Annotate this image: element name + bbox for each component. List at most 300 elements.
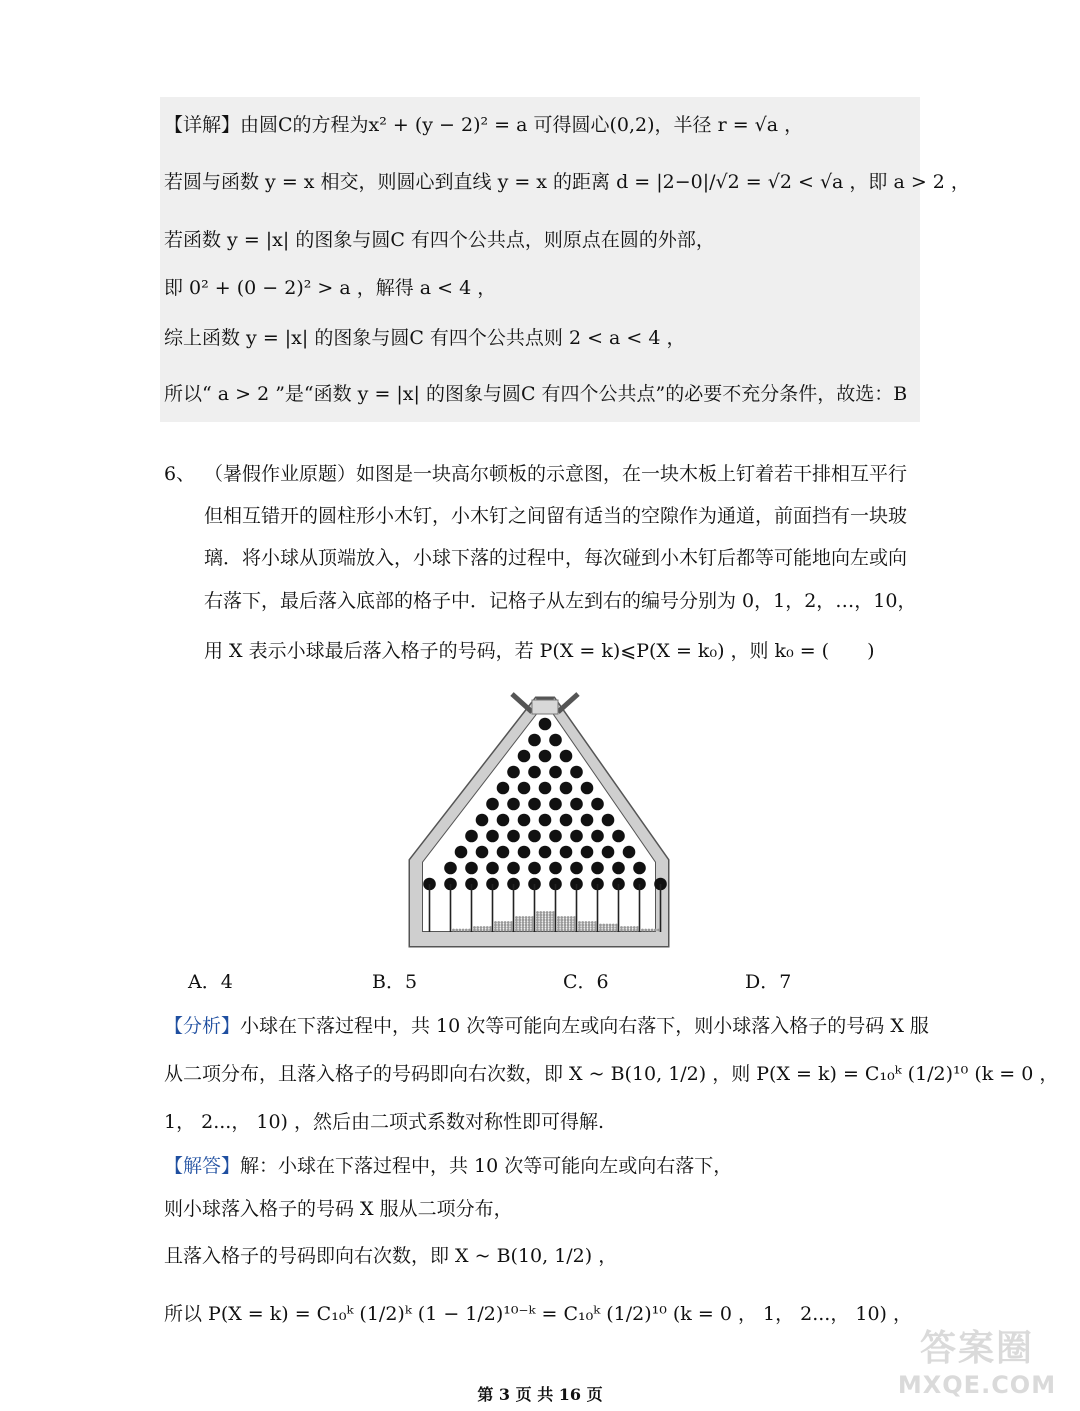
ball <box>549 919 552 922</box>
peg <box>539 782 552 795</box>
ball <box>518 919 521 922</box>
ball <box>504 929 507 932</box>
ball <box>489 929 492 932</box>
ball <box>543 929 546 932</box>
ball <box>549 914 552 917</box>
ball <box>489 926 492 929</box>
peg <box>539 814 552 827</box>
ball <box>599 926 602 929</box>
solution-line-6: 所以“ a > 2 ”是“函数 y = |x| 的图象与圆C 有四个公共点”的必要不充分条件，故选：B <box>164 383 908 405</box>
peg <box>591 862 604 875</box>
ball <box>504 921 507 924</box>
ball <box>546 914 549 917</box>
ball <box>452 929 455 932</box>
question-line-5: 用 X 表示小球最后落入格子的号码，若 P(X = k)⩽P(X = k₀) ，则 k₀ = ( ) <box>204 640 875 662</box>
ball <box>525 916 528 919</box>
ball <box>549 926 552 929</box>
peg <box>518 782 531 795</box>
ball <box>510 929 513 932</box>
ball <box>531 919 534 922</box>
answer-tag: 【解答】 <box>164 1155 241 1177</box>
ball <box>567 919 570 922</box>
peg <box>549 734 562 747</box>
peg <box>549 830 562 843</box>
ball <box>507 924 510 927</box>
question-line-4: 右落下，最后落入底部的格子中．记格子从左到右的编号分别为 0，1，2，…，10， <box>204 590 917 612</box>
solution-detail-box <box>160 97 920 422</box>
watermark-logo-text: 答案圈 <box>919 1328 1034 1369</box>
watermark-url: MXQE.COM <box>897 1371 1057 1399</box>
ball <box>636 929 639 932</box>
ball <box>564 929 567 932</box>
ball <box>564 924 567 927</box>
galton-board-figure <box>408 690 670 948</box>
peg <box>465 862 478 875</box>
ball <box>654 929 657 932</box>
ball <box>525 929 528 932</box>
ball <box>528 921 531 924</box>
ball <box>557 921 560 924</box>
ball <box>557 924 560 927</box>
peg <box>528 798 541 811</box>
ball <box>465 929 468 932</box>
ball <box>536 921 539 924</box>
ball <box>570 926 573 929</box>
ball <box>494 924 497 927</box>
ball <box>501 926 504 929</box>
peg <box>549 766 562 779</box>
peg <box>570 798 583 811</box>
ball <box>536 924 539 927</box>
ball <box>525 919 528 922</box>
peg <box>486 798 499 811</box>
ball <box>531 921 534 924</box>
peg <box>581 846 594 859</box>
ball <box>518 926 521 929</box>
ball <box>501 929 504 932</box>
ball <box>486 926 489 929</box>
ball <box>497 921 500 924</box>
peg <box>581 782 594 795</box>
ball <box>570 921 573 924</box>
ball <box>543 914 546 917</box>
peg <box>528 862 541 875</box>
ball <box>560 919 563 922</box>
ball <box>560 916 563 919</box>
ball <box>591 929 594 932</box>
ball <box>525 924 528 927</box>
ball <box>480 926 483 929</box>
ball <box>609 924 612 927</box>
ball <box>522 916 525 919</box>
ball <box>528 916 531 919</box>
ball <box>564 926 567 929</box>
peg <box>518 846 531 859</box>
ball <box>560 926 563 929</box>
ball <box>515 926 518 929</box>
choice-b: B．5 <box>372 971 418 993</box>
ball <box>507 929 510 932</box>
peg <box>486 862 499 875</box>
ball <box>531 916 534 919</box>
ball <box>462 929 465 932</box>
ball <box>543 911 546 914</box>
ball <box>564 919 567 922</box>
ball <box>549 924 552 927</box>
ball <box>546 926 549 929</box>
ball <box>546 911 549 914</box>
ball <box>557 929 560 932</box>
ball <box>557 919 560 922</box>
ball <box>578 926 581 929</box>
ball <box>641 929 644 932</box>
ball <box>528 929 531 932</box>
site-watermark <box>892 1327 1062 1407</box>
ball <box>581 929 584 932</box>
ball <box>578 929 581 932</box>
choice-d: D．7 <box>745 971 792 993</box>
ball <box>609 926 612 929</box>
ball <box>518 916 521 919</box>
ball <box>567 924 570 927</box>
peg <box>560 814 573 827</box>
ball <box>536 926 539 929</box>
ball <box>473 926 476 929</box>
ball <box>549 921 552 924</box>
solution-line-3: 若函数 y = |x| 的图象与圆C 有四个公共点，则原点在圆的外部， <box>164 229 715 251</box>
ball <box>591 926 594 929</box>
peg <box>518 750 531 763</box>
question-line-3: 璃．将小球从顶端放入，小球下落的过程中，每次碰到小木钉后都等可能地向左或向 <box>204 547 908 569</box>
peg <box>518 814 531 827</box>
question-line-2: 但相互错开的圆柱形小木钉，小木钉之间留有适当的空隙作为通道，前面挡有一块玻 <box>204 505 908 527</box>
ball <box>578 924 581 927</box>
ball <box>657 929 660 932</box>
ball <box>567 921 570 924</box>
ball <box>536 929 539 932</box>
peg <box>612 830 625 843</box>
ball <box>620 929 623 932</box>
ball <box>539 919 542 922</box>
ball <box>507 926 510 929</box>
ball <box>536 914 539 917</box>
peg <box>581 814 594 827</box>
ball <box>564 921 567 924</box>
ball <box>573 926 576 929</box>
ball <box>552 921 555 924</box>
peg <box>497 782 510 795</box>
ball <box>494 929 497 932</box>
analysis-tag: 【分析】 <box>164 1015 241 1037</box>
ball <box>494 921 497 924</box>
ball <box>501 921 504 924</box>
ball <box>630 929 633 932</box>
ball <box>483 929 486 932</box>
ball <box>539 914 542 917</box>
ball <box>602 924 605 927</box>
ball <box>543 921 546 924</box>
ball <box>497 926 500 929</box>
peg <box>591 798 604 811</box>
ball <box>633 929 636 932</box>
ball <box>552 916 555 919</box>
ball <box>522 926 525 929</box>
ball <box>615 926 618 929</box>
ball <box>536 919 539 922</box>
peg <box>476 814 489 827</box>
peg <box>497 846 510 859</box>
ball <box>536 911 539 914</box>
ball <box>594 926 597 929</box>
ball <box>588 921 591 924</box>
ball <box>623 926 626 929</box>
ball <box>497 929 500 932</box>
peg <box>570 766 583 779</box>
ball <box>468 929 471 932</box>
ball <box>573 921 576 924</box>
ball <box>525 926 528 929</box>
ball <box>539 926 542 929</box>
ball <box>549 911 552 914</box>
ball <box>510 921 513 924</box>
ball <box>567 926 570 929</box>
ball <box>588 924 591 927</box>
ball <box>522 929 525 932</box>
ball <box>599 924 602 927</box>
ball <box>522 924 525 927</box>
ball <box>612 924 615 927</box>
ball <box>539 929 542 932</box>
ball <box>531 929 534 932</box>
ball <box>539 911 542 914</box>
ball <box>501 924 504 927</box>
peg <box>539 718 552 731</box>
ball <box>543 919 546 922</box>
ball <box>522 919 525 922</box>
ball <box>515 921 518 924</box>
ball <box>585 924 588 927</box>
ball <box>560 929 563 932</box>
ball <box>581 924 584 927</box>
ball <box>594 921 597 924</box>
ball <box>552 914 555 917</box>
ball <box>539 921 542 924</box>
solution-line-2: 若圆与函数 y = x 相交，则圆心到直线 y = x 的距离 d = |2−0|/√2 = √2 < √a ，即 a > 2 ， <box>164 171 970 193</box>
answer-line-4: 所以 P(X = k) = C₁₀ᵏ (1/2)ᵏ (1 − 1/2)¹⁰⁻ᵏ = C₁₀ᵏ (1/2)¹⁰ (k = 0 ， 1， 2...， 10) ， <box>164 1303 912 1325</box>
ball <box>515 929 518 932</box>
ball <box>612 926 615 929</box>
ball <box>504 924 507 927</box>
solution-line-4: 即 0² + (0 − 2)² > a ，解得 a < 4 ， <box>164 277 497 299</box>
ball <box>560 921 563 924</box>
ball <box>567 929 570 932</box>
ball <box>606 926 609 929</box>
ball <box>627 929 630 932</box>
ball <box>570 929 573 932</box>
analysis-line-2: 从二项分布，且落入格子的号码即向右次数，即 X ~ B(10, 1/2) ，则 P(X = k) = C₁₀ᵏ (1/2)¹⁰ (k = 0 ， <box>164 1063 1059 1085</box>
peg <box>549 798 562 811</box>
ball <box>630 926 633 929</box>
ball <box>525 921 528 924</box>
ball <box>546 921 549 924</box>
ball <box>581 926 584 929</box>
ball <box>518 921 521 924</box>
solution-line-5: 综上函数 y = |x| 的图象与圆C 有四个公共点则 2 < a < 4 ， <box>164 327 686 349</box>
ball <box>620 926 623 929</box>
ball <box>599 929 602 932</box>
ball <box>494 926 497 929</box>
ball <box>536 916 539 919</box>
ball <box>528 919 531 922</box>
peg <box>560 782 573 795</box>
ball <box>552 929 555 932</box>
peg <box>465 830 478 843</box>
ball <box>560 924 563 927</box>
ball <box>543 924 546 927</box>
ball <box>585 926 588 929</box>
ball <box>552 924 555 927</box>
ball <box>543 926 546 929</box>
ball <box>539 924 542 927</box>
ball <box>515 924 518 927</box>
choice-a: A．4 <box>188 971 233 993</box>
ball <box>570 919 573 922</box>
ball <box>528 924 531 927</box>
ball <box>552 911 555 914</box>
ball <box>510 926 513 929</box>
peg <box>602 846 615 859</box>
ball <box>564 916 567 919</box>
ball <box>557 916 560 919</box>
peg <box>528 734 541 747</box>
peg <box>507 798 520 811</box>
ball <box>644 929 647 932</box>
ball <box>528 926 531 929</box>
peg <box>528 766 541 779</box>
ball <box>573 916 576 919</box>
ball <box>483 926 486 929</box>
ball <box>573 929 576 932</box>
ball <box>480 929 483 932</box>
ball <box>573 924 576 927</box>
peg <box>602 814 615 827</box>
ball <box>594 924 597 927</box>
peg <box>633 862 646 875</box>
ball <box>591 924 594 927</box>
peg <box>591 830 604 843</box>
page-footer: 第 3 页 共 16 页 <box>477 1385 603 1404</box>
ball <box>473 929 476 932</box>
peg <box>507 766 520 779</box>
ball <box>636 926 639 929</box>
ball <box>623 929 626 932</box>
ball <box>615 929 618 932</box>
ball <box>546 924 549 927</box>
peg <box>528 830 541 843</box>
ball <box>507 921 510 924</box>
ball <box>515 919 518 922</box>
ball <box>504 926 507 929</box>
ball <box>570 924 573 927</box>
ball <box>546 929 549 932</box>
ball <box>486 929 489 932</box>
ball <box>627 926 630 929</box>
ball <box>459 929 462 932</box>
ball <box>546 916 549 919</box>
ball <box>615 924 618 927</box>
analysis-line-3: 1， 2...， 10) ，然后由二项式系数对称性即可得解. <box>164 1111 605 1133</box>
ball <box>588 929 591 932</box>
ball <box>591 921 594 924</box>
ball <box>518 924 521 927</box>
peg <box>549 862 562 875</box>
ball <box>455 929 458 932</box>
ball <box>531 926 534 929</box>
peg <box>486 830 499 843</box>
choice-c: C．6 <box>563 971 609 993</box>
ball <box>567 916 570 919</box>
peg <box>539 846 552 859</box>
answer-line-3: 且落入格子的号码即向右次数，即 X ~ B(10, 1/2) ， <box>164 1245 618 1267</box>
answer-line-2: 则小球落入格子的号码 X 服从二项分布， <box>164 1198 513 1220</box>
solution-line-1: 【详解】由圆C的方程为x² + (y − 2)² = a 可得圆心(0,2)，半径 r = √a ， <box>164 114 804 136</box>
ball <box>578 921 581 924</box>
ball <box>602 929 605 932</box>
peg <box>507 862 520 875</box>
question-line-1: （暑假作业原题）如图是一块高尔顿板的示意图，在一块木板上钉着若干排相互平行 <box>204 463 908 485</box>
peg <box>560 750 573 763</box>
peg <box>444 862 457 875</box>
peg <box>507 830 520 843</box>
ball <box>588 926 591 929</box>
ball <box>552 926 555 929</box>
peg <box>455 846 468 859</box>
ball <box>585 921 588 924</box>
ball <box>518 929 521 932</box>
ball <box>515 916 518 919</box>
ball <box>546 919 549 922</box>
peg <box>623 846 636 859</box>
ball <box>476 929 479 932</box>
ball <box>609 929 612 932</box>
ball <box>549 916 552 919</box>
ball <box>510 924 513 927</box>
ball <box>612 929 615 932</box>
peg <box>539 750 552 763</box>
ball <box>602 926 605 929</box>
ball <box>648 929 651 932</box>
answer-line-1: 【解答】解：小球在下落过程中，共 10 次等可能向左或向右落下， <box>164 1155 733 1177</box>
ball <box>606 924 609 927</box>
peg <box>560 846 573 859</box>
ball <box>573 919 576 922</box>
question-number: 6、 <box>164 463 196 485</box>
ball <box>497 924 500 927</box>
ball <box>543 916 546 919</box>
peg <box>497 814 510 827</box>
ball <box>570 916 573 919</box>
ball <box>549 929 552 932</box>
ball <box>557 926 560 929</box>
ball <box>531 924 534 927</box>
analysis-line-1: 【分析】小球在下落过程中，共 10 次等可能向左或向右落下，则小球落入格子的号码 X 服 <box>164 1015 929 1037</box>
ball <box>552 919 555 922</box>
ball <box>606 929 609 932</box>
peg <box>570 862 583 875</box>
ball <box>585 929 588 932</box>
peg <box>476 846 489 859</box>
ball <box>594 929 597 932</box>
